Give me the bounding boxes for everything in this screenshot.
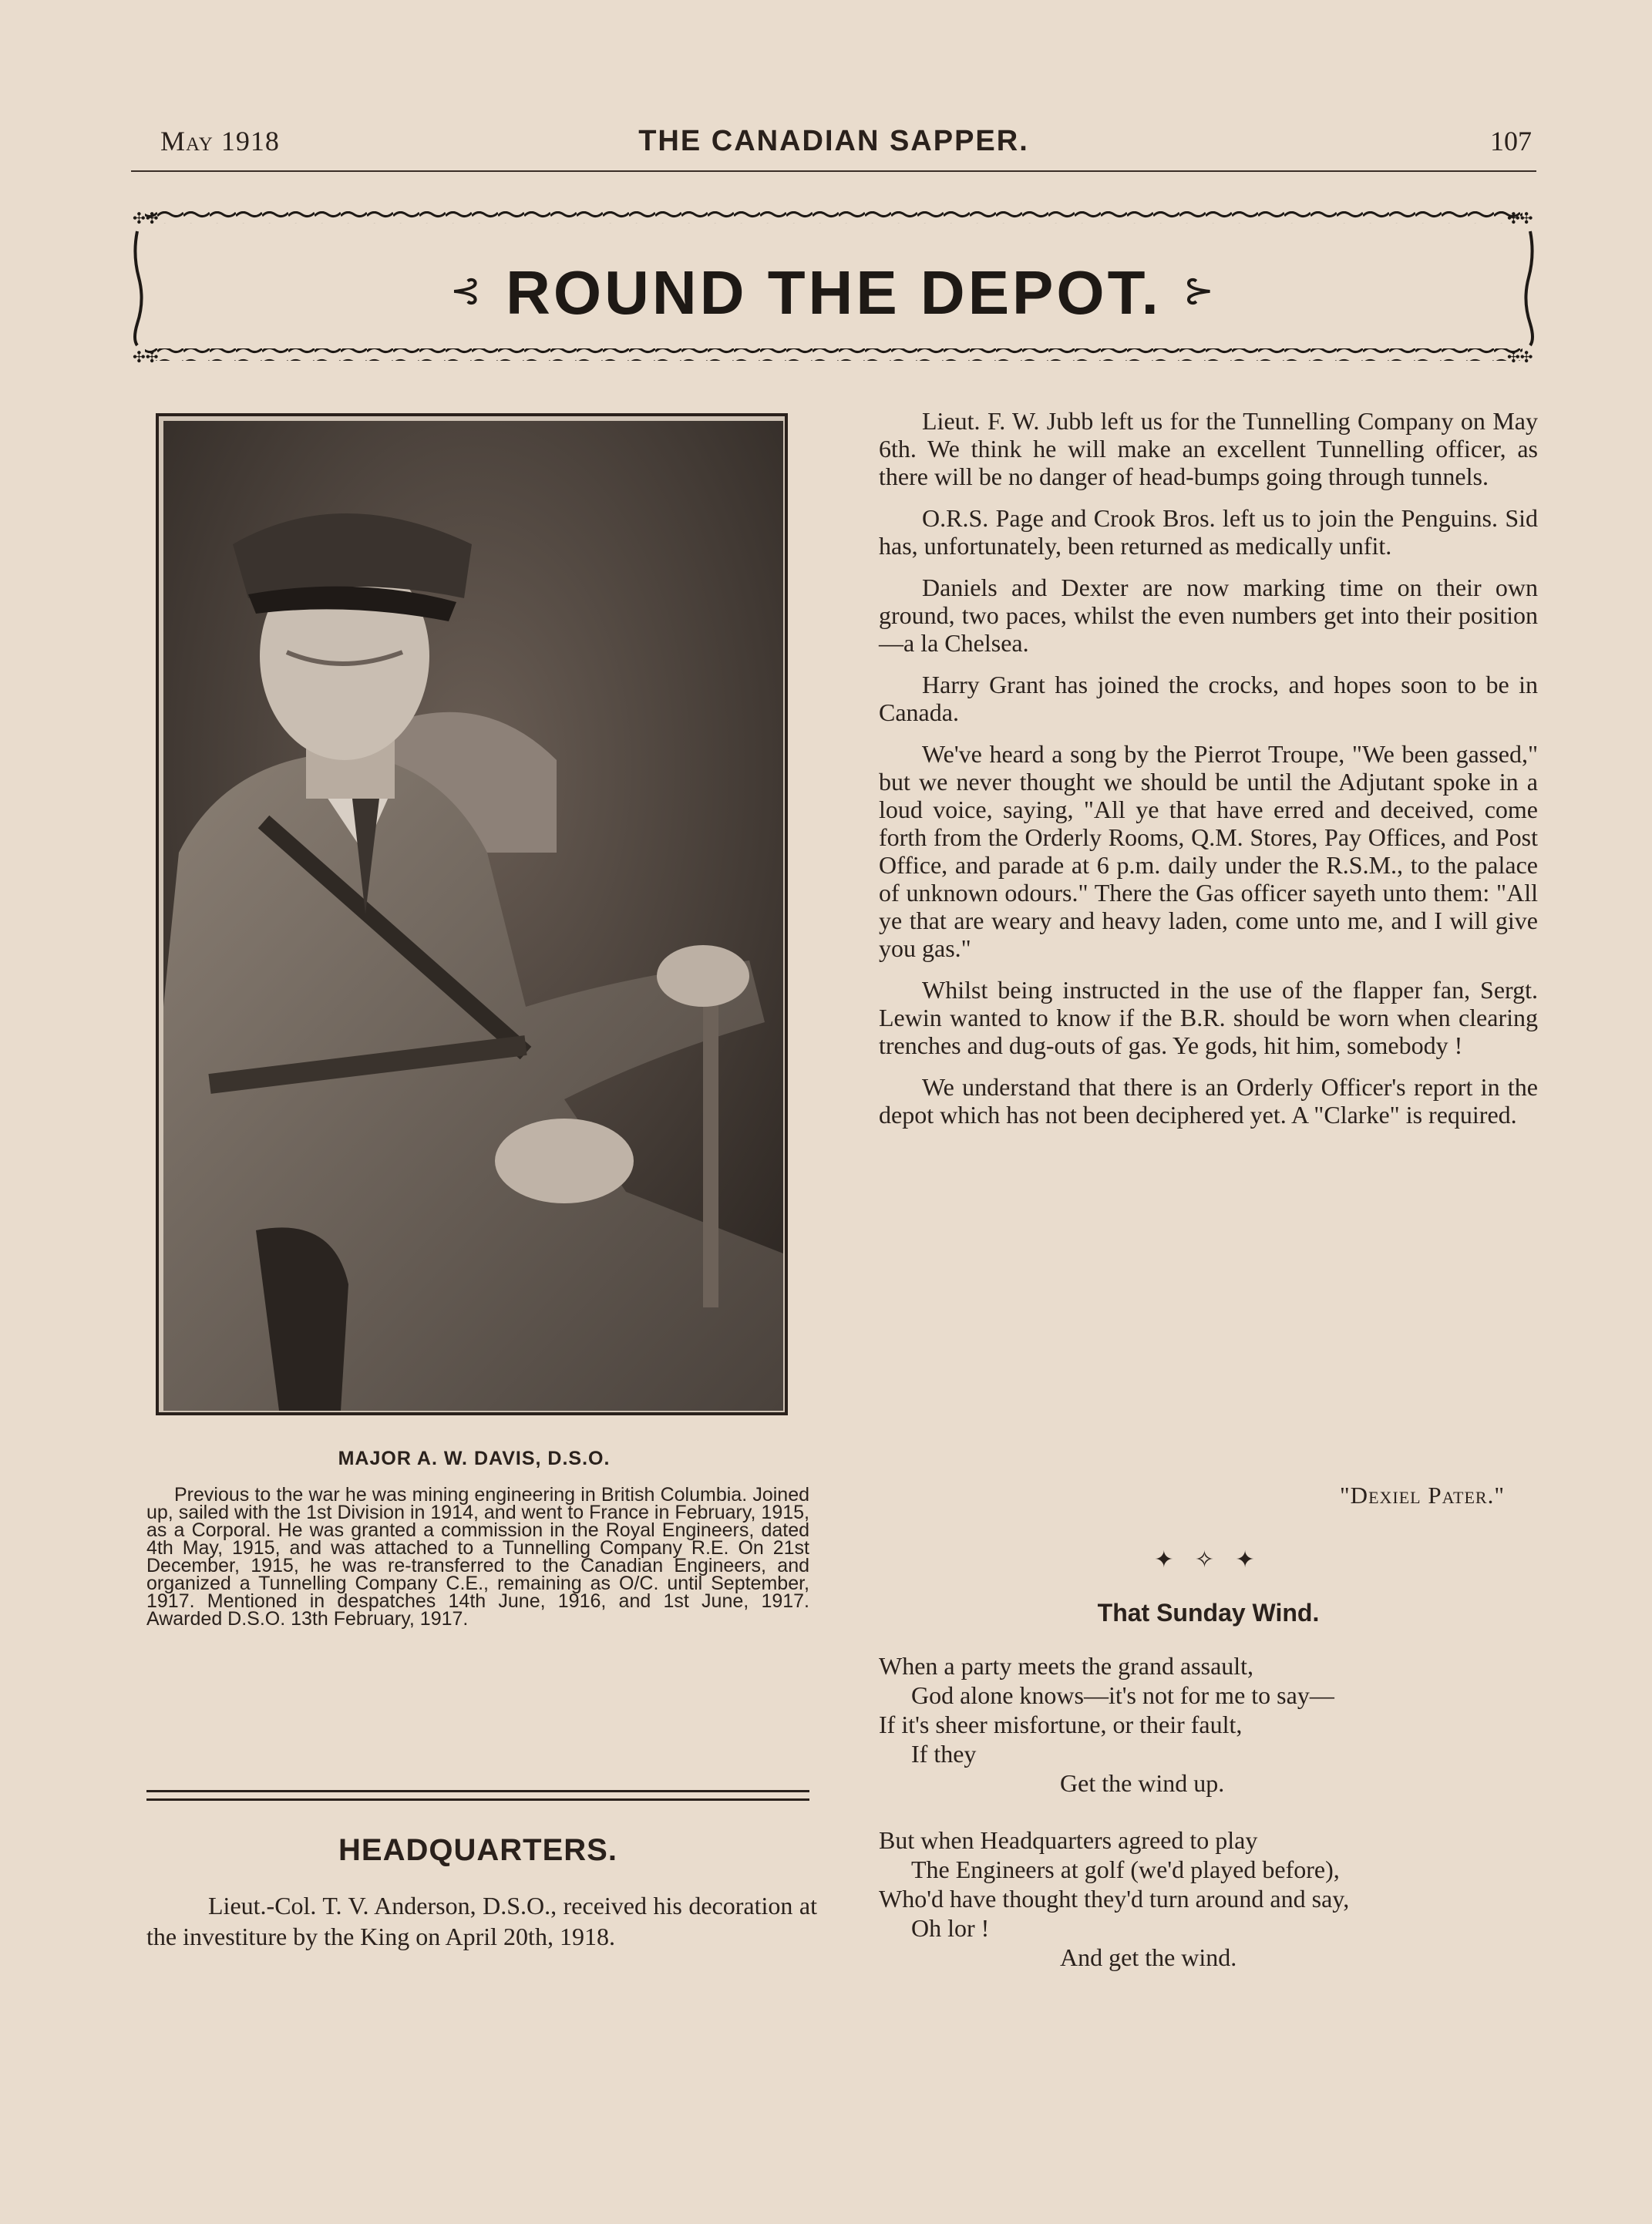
poem-line: Who'd have thought they'd turn around and say, <box>879 1885 1350 1913</box>
poem-line: God alone knows—it's not for me to say— <box>911 1681 1334 1709</box>
poem-line: When a party meets the grand assault, <box>879 1652 1254 1680</box>
svg-text:✣✣: ✣✣ <box>1507 209 1533 227</box>
photo-caption-title: MAJOR A. W. DAVIS, D.S.O. <box>338 1448 611 1469</box>
poem-line: Get the wind up. <box>1060 1769 1225 1797</box>
ornament-right-icon: ⊱ <box>1183 271 1218 311</box>
svg-text:✣✣: ✣✣ <box>133 209 159 227</box>
poem-line: If they <box>911 1740 977 1768</box>
headquarters-paragraph: Lieut.-Col. T. V. Anderson, D.S.O., received his decoration at the investiture by the King on April 20th, 1918. <box>146 1892 817 1950</box>
poem <box>879 1651 1538 1972</box>
issue-date: May 1918 <box>160 126 280 156</box>
poem-line: If it's sheer misfortune, or their fault, <box>879 1711 1243 1738</box>
publication-title: THE CANADIAN SAPPER. <box>638 125 1029 157</box>
fleuron-ornament-icon: ✦ ✧ ✦ <box>1154 1547 1263 1573</box>
page-number: 107 <box>1490 126 1532 156</box>
poem-title: That Sunday Wind. <box>1097 1599 1320 1627</box>
header-rule <box>131 170 1536 172</box>
running-header <box>131 116 1536 162</box>
photo-caption-body <box>146 1486 809 1628</box>
double-rule-divider <box>146 1790 809 1801</box>
poem-line: Oh lor ! <box>911 1914 990 1942</box>
depot-note: Harry Grant has joined the crocks, and hopes soon to be in Canada. <box>879 671 1538 726</box>
depot-note: Whilst being instructed in the use of the flapper fan, Sergt. Lewin wanted to know if the B.R. should be worn when clearing trenches and dug-outs of gas. Ye gods, hit him, somebody ! <box>879 976 1538 1059</box>
author-signature: "Dexiel Pater." <box>1340 1482 1505 1509</box>
depot-note: O.R.S. Page and Crook Bros. left us to join the Penguins. Sid has, unfortunately, been returned as medically unfit. <box>879 504 1538 560</box>
depot-notes-column <box>879 407 1538 1142</box>
poem-line: But when Headquarters agreed to play <box>879 1826 1258 1854</box>
depot-note: Lieut. F. W. Jubb left us for the Tunnelling Company on May 6th. We think he will make an excellent Tunnelling officer, as there will be no danger of head-bumps going through tunnels. <box>879 407 1538 490</box>
stanza-gap <box>879 1798 1538 1825</box>
svg-text:✣✣: ✣✣ <box>1507 348 1533 366</box>
section-title-text: ROUND THE DEPOT. <box>506 258 1162 327</box>
section-banner <box>131 208 1536 366</box>
caption-paragraph: Previous to the war he was mining engineering in British Columbia. Joined up, sailed with the 1st Division in 1914, and went to France in February, 1915, as a Corporal. He was granted a commission in the Royal Engineers, dated 4th May, 1915, and was attached to a Tunnelling Company R.E. On 21st December, 1915, he was re-transferred to the Canadian Engineers, and organized a Tunnelling Company C.E., remaining as O/C. until September, 1917. Mentioned in despatches 14th June, 1916, and 1st June, 1917. Awarded D.S.O. 13th February, 1917. <box>146 1484 809 1630</box>
headquarters-heading: HEADQUARTERS. <box>338 1833 617 1867</box>
headquarters-body <box>146 1890 817 1952</box>
portrait-photo <box>156 413 788 1415</box>
depot-note: We've heard a song by the Pierrot Troupe, "We been gassed," but we never thought we should be until the Adjutant spoke in a loud voice, saying, "All ye that have erred and deceived, come forth from the Orderly Rooms, Q.M. Stores, Pay Offices, and Post Office, and parade at 6 p.m. daily under the R.S.M., to the palace of unknown odours." There the Gas officer sayeth unto them: "All ye that are weary and heavy laden, come unto me, and I will give you gas." <box>879 740 1538 962</box>
depot-note: Daniels and Dexter are now marking time on their own ground, two paces, whilst the even numbers get into their position—a la Chelsea. <box>879 574 1538 657</box>
svg-text:✣✣: ✣✣ <box>133 348 159 366</box>
ornament-left-icon: ⊰ <box>449 271 485 311</box>
poem-line: The Engineers at golf (we'd played before), <box>911 1856 1340 1883</box>
poem-line: And get the wind. <box>1060 1943 1237 1971</box>
depot-note: We understand that there is an Orderly Officer's report in the depot which has not been deciphered yet. A "Clarke" is required. <box>879 1073 1538 1129</box>
portrait-image <box>163 421 783 1411</box>
section-title <box>131 257 1536 328</box>
